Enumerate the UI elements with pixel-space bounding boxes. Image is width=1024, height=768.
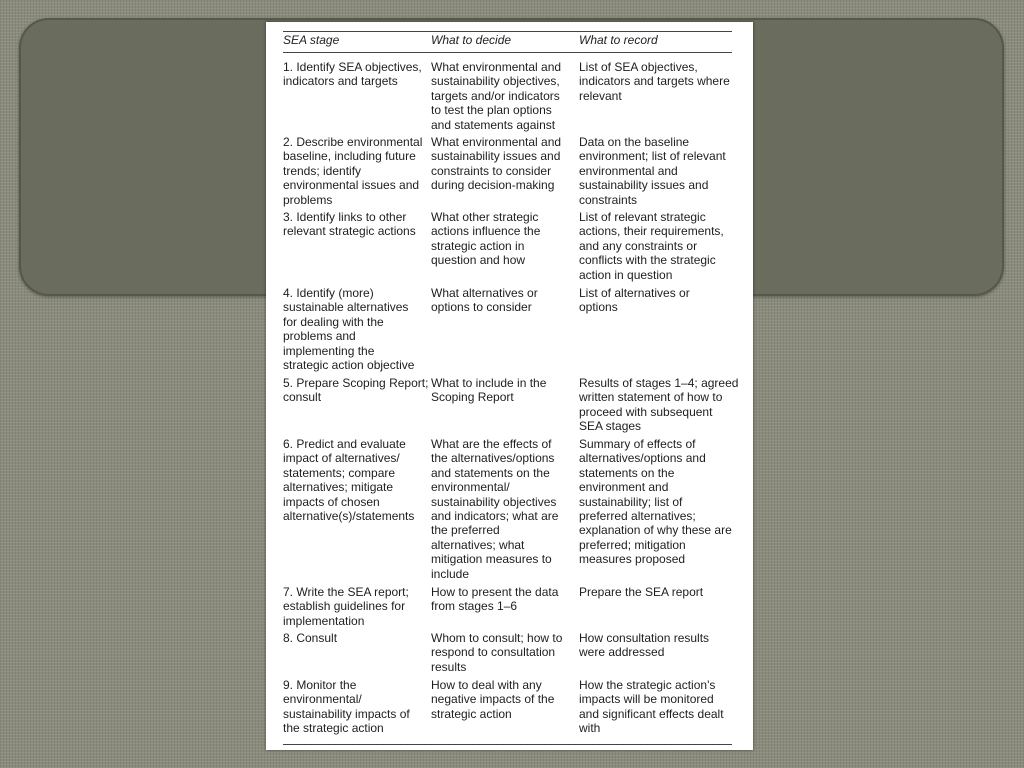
row-1-decide: What environmental and sustainability objectives, targets and/or indicators to test the plan options and statements against [431,60,562,132]
row-8-stage: 8. Consult [283,631,338,645]
row-8-decide: Whom to consult; how to respond to consultation results [431,631,563,674]
row-4-stage: 4. Identify (more) sustainable alternatives for dealing with the problems and implementing the strategic action objective [283,286,415,373]
row-3-stage: 3. Identify links to other relevant strategic actions [283,210,416,239]
row-4-decide: What alternatives or options to consider [431,286,538,315]
row-6-stage: 6. Predict and evaluate impact of alternatives/ statements; compare alternatives; mitigate impacts of chosen alternative(s)/statements [283,437,415,524]
table-top-rule [283,31,732,32]
row-7-decide: How to present the data from stages 1–6 [431,585,559,614]
row-7-record: Prepare the SEA report [579,585,704,599]
row-9-stage: 9. Monitor the environmental/ sustainability impacts of the strategic action [283,678,410,736]
row-2-decide: What environmental and sustainability issues and constraints to consider during decision-making [431,135,562,193]
table-bottom-rule [283,744,732,745]
row-9-record: How the strategic action's impacts will be monitored and significant effects dealt with [579,678,724,736]
header-what-to-decide: What to decide [431,33,512,47]
row-8-record: How consultation results were addressed [579,631,710,660]
row-6-decide: What are the effects of the alternatives/options and statements on the environmental/ sustainability objectives and indicators; what are the preferred alternatives; what mitigation measures to include [431,437,559,581]
header-sea-stage: SEA stage [283,33,340,47]
row-3-decide: What other strategic actions influence the strategic action in question and how [431,210,541,268]
row-9-decide: How to deal with any negative impacts of the strategic action [431,678,555,721]
row-1-stage: 1. Identify SEA objectives, indicators and targets [283,60,422,89]
row-6-record: Summary of effects of alternatives/options and statements on the environment and sustainability; list of preferred alternatives; explanation of why these are preferred; mitigation measures proposed [579,437,732,567]
row-1-record: List of SEA objectives, indicators and targets where relevant [579,60,730,103]
row-3-record: List of relevant strategic actions, their requirements, and any constraints or conflicts with the strategic action in question [579,210,724,282]
row-5-decide: What to include in the Scoping Report [431,376,547,405]
document-page [266,22,753,750]
row-7-stage: 7. Write the SEA report; establish guidelines for implementation [283,585,409,628]
row-2-stage: 2. Describe environmental baseline, including future trends; identify environmental issues and problems [283,135,423,207]
header-what-to-record: What to record [579,33,658,47]
row-5-record: Results of stages 1–4; agreed written statement of how to proceed with subsequent SEA stages [579,376,739,434]
row-2-record: Data on the baseline environment; list of relevant environmental and sustainability issues and constraints [579,135,726,207]
table-header-rule [283,52,732,53]
row-5-stage: 5. Prepare Scoping Report; consult [283,376,429,405]
row-4-record: List of alternatives or options [579,286,690,315]
